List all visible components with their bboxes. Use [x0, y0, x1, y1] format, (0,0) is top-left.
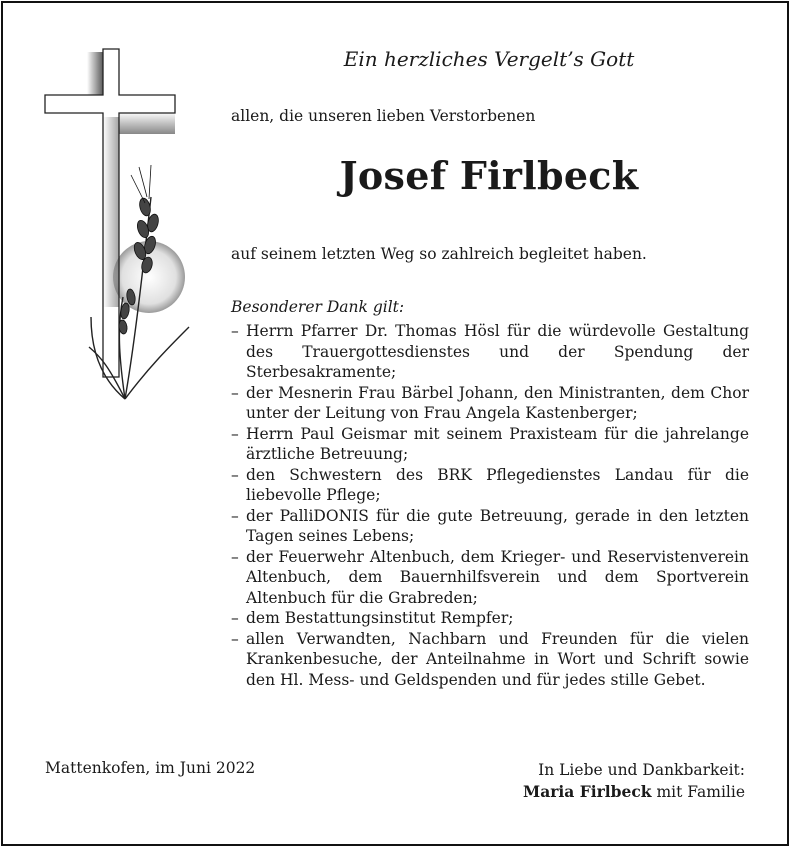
- signer-name: Maria Firlbeck: [523, 782, 652, 801]
- intro-text: allen, die unseren lieben Verstorbenen: [231, 107, 536, 125]
- list-item-text: der Mesnerin Frau Bärbel Johann, den Ministranten, dem Chor unter der Leitung von Frau Angela Kastenberger;: [246, 383, 749, 422]
- place-date: Mattenkofen, im Juni 2022: [45, 759, 256, 777]
- dash: –: [231, 629, 239, 648]
- signer-line: [523, 781, 745, 803]
- dash: –: [231, 506, 239, 525]
- dash: –: [231, 465, 239, 484]
- signer-suffix: mit Familie: [651, 783, 745, 801]
- list-item: [231, 629, 749, 691]
- list-item-text: der Feuerwehr Altenbuch, dem Krieger- und Reservistenverein Altenbuch, dem Bauernhilfsverein und dem Sportverein Altenbuch für die Grabreden;: [246, 547, 749, 607]
- thanks-list: [231, 321, 749, 690]
- list-item: [231, 424, 749, 465]
- dash: –: [231, 383, 239, 402]
- list-item: [231, 608, 749, 629]
- list-item: [231, 383, 749, 424]
- dash: –: [231, 424, 239, 443]
- heading: Ein herzliches Vergelt’s Gott: [343, 47, 635, 71]
- list-item: [231, 321, 749, 383]
- dash: –: [231, 322, 239, 340]
- list-item: [231, 506, 749, 547]
- deceased-name: Josef Firlbeck: [339, 153, 639, 198]
- list-item-text: allen Verwandten, Nachbarn und Freunden für die vielen Krankenbesuche, der Anteilnahme in Wort und Schrift sowie den Hl. Mess- und Geldspenden und für jedes stille Gebet.: [246, 629, 749, 689]
- dash: –: [231, 609, 239, 627]
- closing-text: In Liebe und Dankbarkeit:: [538, 761, 745, 779]
- list-item-text: Herrn Pfarrer Dr. Thomas Hösl für die würdevolle Gestaltung des Trauergottesdienstes und der Spendung der Sterbesakramente;: [246, 322, 749, 381]
- dash: –: [231, 547, 239, 566]
- accompaniment-text: auf seinem letzten Weg so zahlreich begleitet haben.: [231, 245, 647, 263]
- obituary-notice: [1, 1, 789, 846]
- signature-block: [523, 759, 745, 803]
- list-item-text: der PalliDONIS für die gute Betreuung, gerade in den letzten Tagen seines Lebens;: [246, 506, 749, 545]
- list-item-text: den Schwestern des BRK Pflegedienstes Landau für die liebevolle Pflege;: [246, 465, 749, 504]
- list-item-text: Herrn Paul Geismar mit seinem Praxisteam für die jahrelange ärztliche Betreuung;: [246, 424, 749, 463]
- thanks-title: Besonderer Dank gilt:: [231, 298, 405, 316]
- list-item: [231, 547, 749, 609]
- list-item-text: dem Bestattungsinstitut Rempfer;: [246, 609, 514, 627]
- cross-with-wheat-icon: [39, 47, 199, 407]
- list-item: [231, 465, 749, 506]
